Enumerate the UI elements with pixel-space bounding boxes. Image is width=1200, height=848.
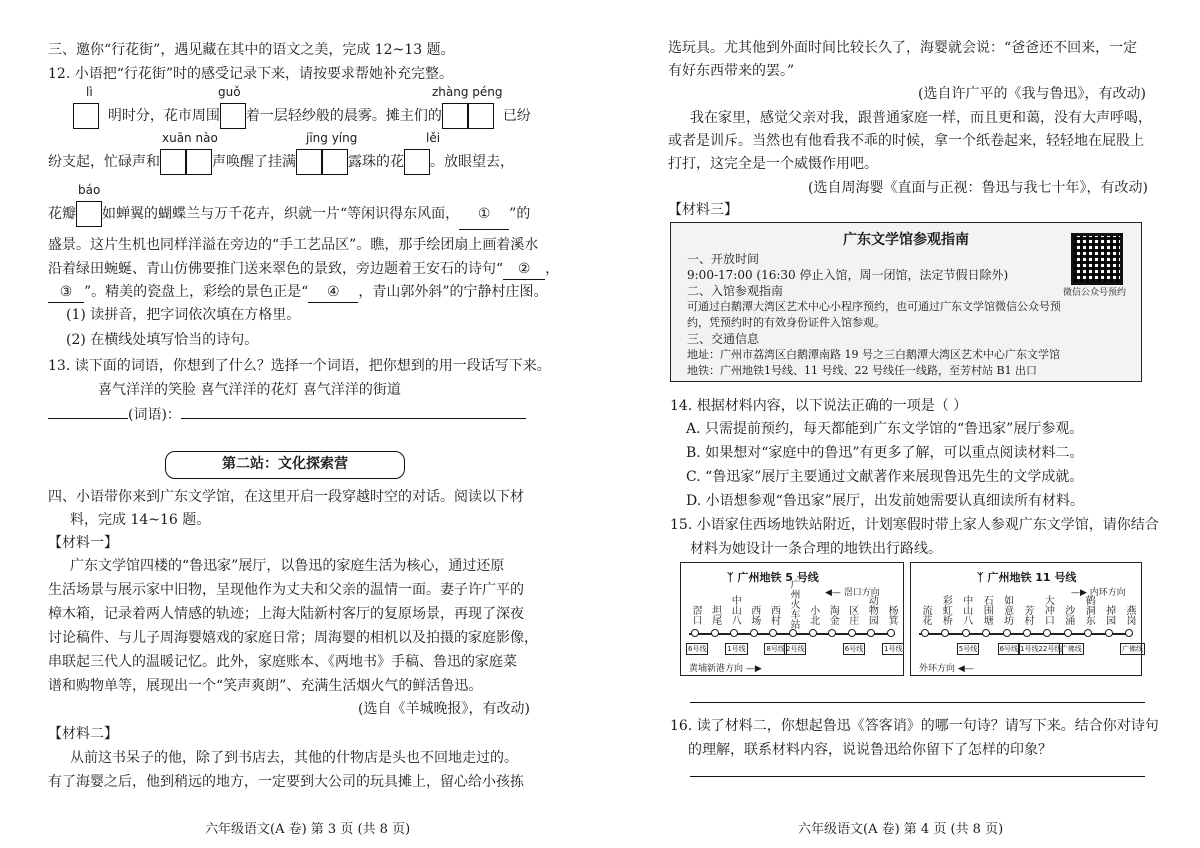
guide-section-1: 一、开放时间 bbox=[687, 252, 760, 266]
metro-station-name: 西场 bbox=[748, 605, 760, 625]
blank-4[interactable]: ④ bbox=[308, 282, 358, 303]
metro-station-name: 西村 bbox=[768, 605, 780, 625]
metro-transfer-tag: 1号线22号线 bbox=[1020, 645, 1062, 653]
answer-box[interactable] bbox=[468, 103, 494, 129]
paragraph-line-2: 纷支起，忙碌声和 声唤醒了挂满 露珠的花 。放眼望去， bbox=[48, 147, 514, 177]
answer-box[interactable] bbox=[220, 103, 246, 129]
guide-section-2-text: 约，凭预约时的有效身份证件入馆参观。 bbox=[687, 316, 885, 329]
guide-section-3: 三、交通信息 bbox=[687, 332, 760, 346]
metro-transfer-tag: 广佛线 bbox=[1060, 645, 1082, 653]
question-13-words: 喜气洋洋的笑脸 喜气洋洋的花灯 喜气洋洋的街道 bbox=[98, 382, 401, 398]
material-2-source-1: (选自许广平的《我与鲁迅》，有改动) bbox=[918, 86, 1146, 102]
guide-section-3-text: 地铁：广州地铁1号线、11 号线、22 号线任一线路，至芳村站 B1 出口 bbox=[687, 364, 1038, 377]
metro-station-name: 动物园 bbox=[866, 595, 878, 625]
pinyin-bao: báo bbox=[78, 183, 101, 197]
material-1-line: 讨论稿件、与儿子周海婴嬉戏的家庭日常；周海婴的相机以及拍摄的家庭影像， bbox=[48, 630, 538, 646]
metro-station-name: 淘金 bbox=[827, 605, 839, 625]
pinyin-guo: guǒ bbox=[218, 85, 241, 99]
section4-title-line-2: 料，完成 14~16 题。 bbox=[70, 512, 211, 528]
pinyin-lei: lěi bbox=[426, 131, 441, 145]
material-1-line: 樟木箱，记录着两人情感的轨迹；上海大陆新村客厅的复原场景，再现了深夜 bbox=[48, 606, 524, 622]
metro-station-dot bbox=[1064, 629, 1072, 637]
metro-11-direction-top: —▶ 内环方向 bbox=[1071, 588, 1126, 598]
pinyin-jingying: jīng yíng bbox=[306, 131, 358, 145]
metro-station-dot bbox=[1023, 629, 1031, 637]
metro-station-dot bbox=[848, 629, 856, 637]
metro-station-dot bbox=[941, 629, 949, 637]
question-16-line-2: 的理解，联系材料内容，说说鲁迅给你留下了怎样的印象？ bbox=[688, 742, 1052, 758]
metro-station-dot bbox=[769, 629, 777, 637]
blank-2[interactable]: ② bbox=[503, 259, 545, 280]
guide-title: 广东文学馆参观指南 bbox=[843, 232, 969, 248]
metro-station-dot bbox=[887, 629, 895, 637]
metro-transfer-tag: 6号线 bbox=[844, 645, 864, 653]
answer-box[interactable] bbox=[186, 149, 212, 175]
answer-box[interactable] bbox=[73, 103, 99, 129]
metro-transfer-tag: 1号线 bbox=[884, 645, 903, 653]
material-1-line: 生活场景与展示家中旧物，呈现他作为丈夫和父亲的温情一面。妻子许广平的 bbox=[48, 582, 524, 598]
guide-section-2: 二、入馆参观指南 bbox=[687, 284, 784, 298]
metro-station-name: 坦尾 bbox=[709, 605, 721, 625]
answer-box[interactable] bbox=[322, 149, 348, 175]
metro-5-direction-top: ◀— 滘口方向 bbox=[825, 588, 880, 598]
q14-option-d[interactable]: D. 小语想参观“鲁迅家”展厅，出发前她需要认真细读所有材料。 bbox=[686, 493, 1084, 509]
metro-station-dot bbox=[828, 629, 836, 637]
question-13-answer-line: (词语)： bbox=[48, 405, 526, 425]
metro-station-name: 杨箕 bbox=[886, 605, 897, 625]
material-2-line: 打打，这完全是一个威慑作用吧。 bbox=[668, 156, 878, 172]
metro-station-dot bbox=[711, 629, 719, 637]
sub-instruction-1: (1) 读拼音，把字词依次填在方格里。 bbox=[66, 307, 301, 323]
metro-station-dot bbox=[1043, 629, 1051, 637]
guide-section-3-text: 地址：广州市荔湾区白鹅潭南路 19 号之三白鹅潭大湾区艺术中心广东文学馆 bbox=[687, 348, 1060, 361]
answer-box[interactable] bbox=[442, 103, 468, 129]
paragraph-line-5: 沿着绿田蜿蜒、青山仿佛要推门送来翠色的景致，旁边题着王安石的诗句“ ② ， bbox=[48, 259, 559, 280]
answer-box[interactable] bbox=[76, 201, 102, 227]
material-2-source-2: (选自周海婴《直面与正视：鲁迅与我七十年》，有改动) bbox=[808, 180, 1148, 196]
metro-station-name: 区庄 bbox=[846, 605, 858, 625]
metro-station-name: 沙涌 bbox=[1062, 605, 1074, 625]
paragraph-line-4: 盛景。这片生机也同样洋溢在旁边的“手工艺品区”。瞧，那手绘团扇上画着溪水 bbox=[48, 237, 539, 253]
metro-line-11-map bbox=[910, 562, 1142, 676]
material-2-line: 或者是训斥。当然也有他看我不乖的时候，拿一个纸卷起来，轻轻地在屁股上 bbox=[668, 133, 1144, 149]
metro-logo-icon: ᛉ bbox=[727, 571, 734, 584]
pinyin-zhangpeng: zhàng péng bbox=[432, 85, 503, 99]
qr-code-icon[interactable] bbox=[1071, 233, 1123, 285]
question-15-line-2: 材料为她设计一条合理的地铁出行路线。 bbox=[690, 541, 942, 557]
metro-station-name: 中山八 bbox=[729, 595, 741, 625]
material-2-continued: 有好东西带来的罢。” bbox=[668, 63, 795, 79]
material-1-line: 广东文学馆四楼的“鲁迅家”展厅，以鲁迅的家庭生活为核心，通过还原 bbox=[70, 558, 505, 574]
metro-station-dot bbox=[1003, 629, 1011, 637]
metro-11-title: ᛉ 广州地铁 11 号线 bbox=[977, 571, 1077, 584]
metro-station-name: 掉园 bbox=[1103, 605, 1115, 625]
word-blank[interactable] bbox=[48, 418, 128, 419]
answer-blank[interactable] bbox=[181, 418, 526, 419]
question-15-line-1: 15. 小语家住西场地铁站附近，计划寒假时带上家人参观广东文学馆，请你结合 bbox=[670, 517, 1159, 533]
material-2-label: 【材料二】 bbox=[48, 726, 118, 742]
metro-station-dot bbox=[982, 629, 990, 637]
paragraph-line-6: ③ ”。精美的瓷盘上，彩绘的景色正是“ ④ ，青山郭外斜”的宁静村庄图。 bbox=[48, 282, 548, 303]
metro-transfer-tag: 5号线 bbox=[958, 645, 978, 653]
material-2-line: 从前这书呆子的他，除了到书店去，其他的什物店是头也不回地走过的。 bbox=[70, 750, 518, 766]
pinyin-xuannao: xuān nào bbox=[162, 131, 218, 145]
metro-station-name: 小北 bbox=[807, 605, 819, 625]
metro-11-direction-bottom: 外环方向 ◀— bbox=[919, 664, 974, 674]
material-2-line: 我在家里，感觉父亲对我，跟普通家庭一样，而且更和蔼，没有大声呼喝， bbox=[690, 110, 1152, 126]
metro-line-5-map bbox=[680, 562, 904, 676]
paragraph-line-1: 明时分，花市周围 着一层轻纱般的晨雾。摊主们的 已纷 bbox=[73, 101, 531, 131]
qr-label: 微信公众号预约 bbox=[1063, 288, 1127, 298]
metro-logo-icon: ᛉ bbox=[977, 571, 984, 584]
metro-station-name: 流花 bbox=[920, 605, 931, 625]
section3-title: 三、邀你“行花街”，遇见藏在其中的语文之美，完成 12~13 题。 bbox=[48, 42, 455, 58]
metro-station-name: 芳村 bbox=[1022, 605, 1033, 625]
material-2-continued: 选玩具。尤其他到外面时间比较长久了，海婴就会说：“爸爸还不回来，一定 bbox=[668, 40, 1138, 56]
metro-5-direction-bottom: 黄埔新港方向 —▶ bbox=[689, 664, 762, 674]
museum-guide-card bbox=[670, 222, 1142, 382]
q16-answer-line[interactable] bbox=[690, 776, 1145, 777]
material-1-source: (选自《羊城晚报》，有改动) bbox=[358, 701, 530, 717]
metro-station-dot bbox=[691, 629, 699, 637]
material-1-line: 串联起三代人的温暖记忆。此外，家庭账本、《两地书》手稿、鲁迅的家庭菜 bbox=[48, 654, 517, 670]
metro-station-dot bbox=[809, 629, 817, 637]
material-3-label: 【材料三】 bbox=[668, 202, 738, 218]
metro-station-dot bbox=[750, 629, 758, 637]
metro-transfer-tag: 2号线 bbox=[786, 645, 805, 653]
sub-instruction-2: (2) 在横线处填写恰当的诗句。 bbox=[66, 332, 259, 348]
metro-station-name: 如意坊 bbox=[1001, 595, 1013, 625]
question-13: 13. 读下面的词语，你想到了什么？选择一个词语，把你想到的用一段话写下来。 bbox=[48, 358, 551, 374]
pinyin-li: lì bbox=[86, 85, 93, 99]
page-footer: 六年级语文(A 卷) 第 3 页 (共 8 页) bbox=[205, 822, 411, 837]
material-1-label: 【材料一】 bbox=[48, 535, 118, 551]
q14-option-a[interactable]: A. 只需提前预约，每天都能到广东文学馆的“鲁迅家”展厅参观。 bbox=[686, 421, 1084, 437]
metro-station-name: 中山八 bbox=[960, 595, 972, 625]
metro-station-dot bbox=[789, 629, 797, 637]
question-14: 14. 根据材料内容，以下说法正确的一项是（ ） bbox=[670, 398, 968, 414]
page-footer: 六年级语文(A 卷) 第 4 页 (共 8 页) bbox=[798, 822, 1004, 837]
question-12: 12. 小语把“行花街”时的感受记录下来，请按要求帮她补充完整。 bbox=[48, 66, 454, 82]
metro-transfer-tag: 1号线 bbox=[727, 645, 746, 653]
metro-transfer-tag: 6号线 bbox=[999, 645, 1019, 653]
answer-box[interactable] bbox=[404, 149, 430, 175]
material-2-line: 有了海婴之后，他到稍远的地方，一定要到大公司的玩具摊上，留心给小孩拣 bbox=[48, 774, 524, 790]
metro-transfer-tag: 8号线 bbox=[766, 645, 785, 653]
metro-station-name: 石围塘 bbox=[981, 595, 993, 625]
metro-station-dot bbox=[962, 629, 970, 637]
metro-transfer-tag: 6号线 bbox=[688, 645, 707, 653]
metro-station-name: 彩虹桥 bbox=[940, 595, 952, 625]
q15-answer-line[interactable] bbox=[690, 702, 1145, 703]
metro-transfer-tag: 广佛线 bbox=[1122, 645, 1143, 653]
material-1-line: 谱和购物单等，展现出一个“笑声爽朗”、充满生活烟火气的鲜活鲁迅。 bbox=[48, 678, 483, 694]
answer-box[interactable] bbox=[296, 149, 322, 175]
metro-station-dot bbox=[867, 629, 875, 637]
paragraph-line-3: 花瓣 如蝉翼的蝴蝶兰与万千花卉，织就一片“等闲识得东风面， ① ”的 bbox=[48, 199, 530, 230]
question-16-line-1: 16. 读了材料二，你想起鲁迅《答客诮》的哪一句诗？请写下来。结合你对诗句 bbox=[670, 718, 1159, 734]
metro-station-dot bbox=[1105, 629, 1113, 637]
guide-section-1-text: 9:00-17:00 (16:30 停止入馆，周一闭馆，法定节假日除外) bbox=[687, 268, 1009, 282]
q14-option-c[interactable]: C. “鲁迅家”展厅主要通过文献著作来展现鲁迅先生的文学成就。 bbox=[686, 469, 1084, 485]
metro-station-name: 大冲口 bbox=[1042, 595, 1054, 625]
guide-section-2-text: 可通过白鹅潭大湾区艺术中心小程序预约，也可通过广东文学馆微信公众号预 bbox=[687, 300, 1061, 313]
right-page bbox=[600, 0, 1200, 848]
station-2-banner: 第二站：文化探索营 bbox=[165, 451, 405, 479]
q14-option-b[interactable]: B. 如果想对“家庭中的鲁迅”有更多了解，可以重点阅读材料二。 bbox=[686, 445, 1084, 461]
section4-title-line-1: 四、小语带你来到广东文学馆，在这里开启一段穿越时空的对话。阅读以下材 bbox=[48, 489, 524, 505]
metro-station-dot bbox=[730, 629, 738, 637]
metro-5-title: ᛉ 广州地铁 5 号线 bbox=[727, 571, 819, 584]
blank-1[interactable]: ① bbox=[459, 199, 509, 230]
metro-station-name: 滘口 bbox=[690, 605, 701, 625]
metro-station-name: 燕岗 bbox=[1124, 605, 1135, 625]
blank-3[interactable]: ③ bbox=[48, 282, 84, 303]
metro-station-dot bbox=[921, 629, 929, 637]
metro-station-name: 鹤洞东 bbox=[1083, 595, 1095, 625]
metro-station-dot bbox=[1125, 629, 1133, 637]
metro-station-name: 广州火车站 bbox=[788, 579, 799, 629]
answer-box[interactable] bbox=[160, 149, 186, 175]
metro-station-dot bbox=[1084, 629, 1092, 637]
